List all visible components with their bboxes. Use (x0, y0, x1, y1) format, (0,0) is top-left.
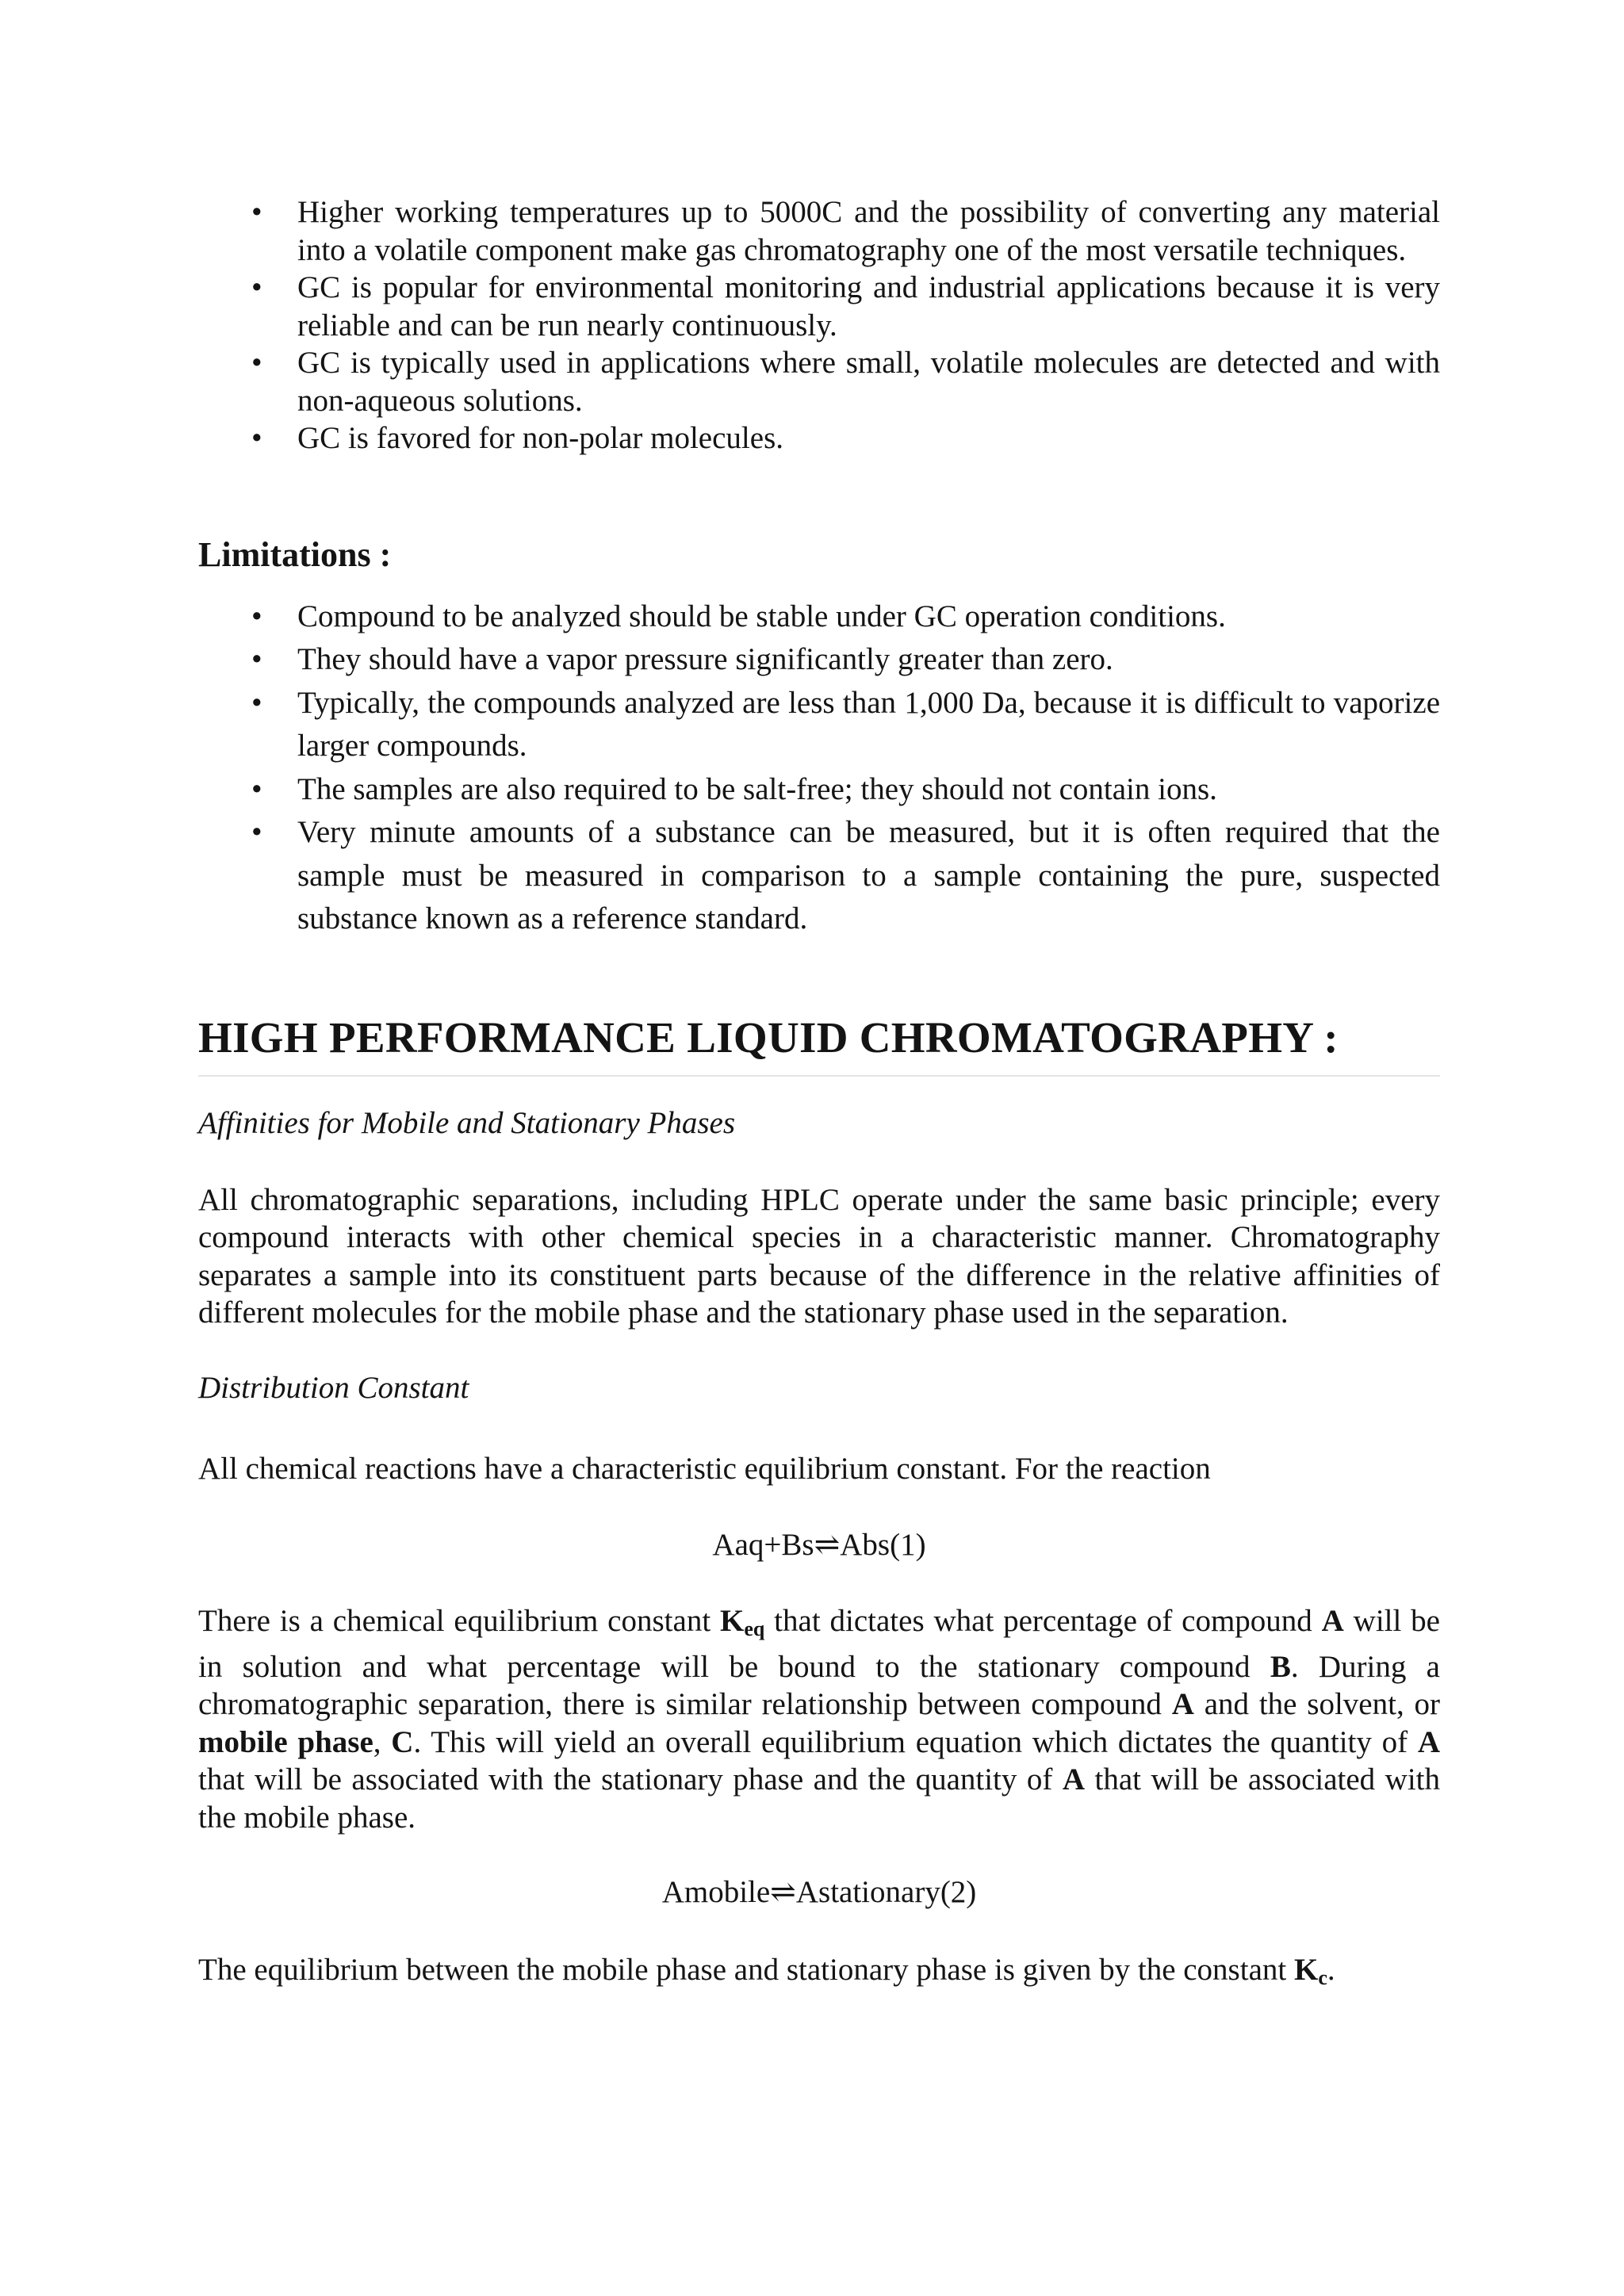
bullet-icon: • (251, 642, 262, 676)
kc-symbol: $K_c$ (1293, 1953, 1327, 1989)
bullet-icon: • (251, 815, 262, 849)
limitations-heading: Limitations : (198, 534, 392, 574)
list-item: • GC is typically used in applications where small, volatile molecules are detected and with non-aqueous solutions. (251, 346, 1440, 418)
list-item: • GC is favored for non-polar molecules. (198, 419, 1440, 457)
hplc-heading: HIGH PERFORMANCE LIQUID CHROMATOGRAPHY : (198, 1012, 1440, 1077)
kc-paragraph: The equilibrium between the mobile phase and stationary phase is given by the constant $K_c$. (198, 1953, 1335, 1989)
list-item: • Very minute amounts of a substance can be measured, but it is often required that the sample must be measured in comparison to a sample containing the pure, suspected substance known as a reference standard. (198, 811, 1440, 941)
affinities-subheading: Affinities for Mobile and Stationary Phases (198, 1105, 736, 1140)
bullet-icon: • (251, 195, 262, 229)
bullet-icon: • (251, 771, 262, 806)
bullet-icon: • (251, 421, 262, 455)
list-item: • The samples are also required to be salt-free; they should not contain ions. (198, 768, 1440, 812)
affinities-paragraph: All chromatographic separations, including HPLC operate under the same basic principle; every compound interacts with other chemical species in a characteristic manner. Chromatography separates a sample into its constituent parts because of the difference in the relative affinities of different molecules for the mobile phase and the stationary phase used in the separation. (198, 1182, 1440, 1330)
keq-paragraph: There is a chemical equilibrium constant $K_{eq}$ that dictates what percentage of compound A will be in solution and what percentage will be bound to the stationary compound B. During a chromatographic separation, there is similar relationship between compound A and the solvent, or mobile phase, C. This will yield an overall equilibrium equation which dictates the quantity of A that will be associated with the stationary phase and the quantity of A that will be associated with the mobile phase. (198, 1604, 1441, 1835)
list-item: • They should have a vapor pressure significantly greater than zero. (198, 638, 1440, 682)
gc-advantages-list (198, 193, 1440, 457)
reaction-intro: All chemical reactions have a characteristic equilibrium constant. For the reaction (198, 1451, 1211, 1486)
bullet-icon: • (251, 346, 262, 380)
equation-2: Amobile⇌Astationary(2) (661, 1875, 977, 1909)
keq-symbol: $K_{eq}$ (720, 1604, 765, 1640)
bullet-icon: • (251, 685, 262, 720)
bullet-icon: • (251, 270, 262, 304)
limitations-list (198, 595, 1440, 941)
bullet-icon: • (251, 599, 262, 633)
equation-1: Aaq+Bs⇌Abs(1) (712, 1528, 926, 1562)
distribution-subheading: Distribution Constant (198, 1370, 469, 1405)
list-item: • Higher working temperatures up to 5000C and the possibility of converting any material into a volatile component make gas chromatography one of the most versatile techniques. (251, 195, 1440, 267)
list-item: • Compound to be analyzed should be stable under GC operation conditions. (198, 595, 1440, 639)
list-item: • GC is popular for environmental monitoring and industrial applications because it is very reliable and can be run nearly continuously. (251, 270, 1440, 342)
list-item: • Typically, the compounds analyzed are less than 1,000 Da, because it is difficult to vaporize larger compounds. (198, 682, 1440, 768)
page-content (198, 193, 1440, 1997)
